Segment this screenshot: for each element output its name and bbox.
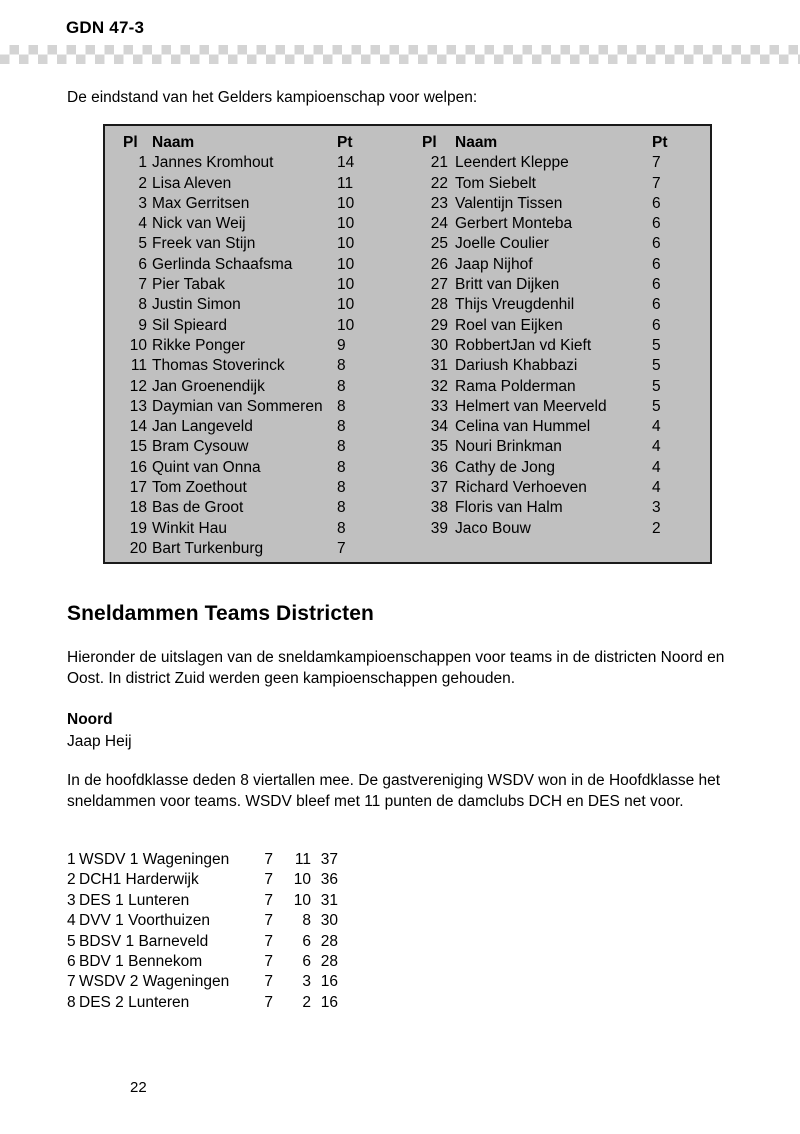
table-row <box>422 397 692 417</box>
table-row <box>123 255 393 275</box>
cell-pl: 39 <box>430 519 448 537</box>
table-row <box>422 194 692 214</box>
cell-pt: 6 <box>652 194 661 212</box>
cell-points: 6 <box>302 952 311 970</box>
cell-score: 16 <box>320 973 338 991</box>
cell-score: 37 <box>320 851 338 868</box>
cell-pt: 6 <box>652 255 661 273</box>
cell-pl: 11 <box>130 357 147 375</box>
cell-points: 10 <box>293 871 311 889</box>
cell-naam: Joelle Coulier <box>455 235 549 253</box>
cell-pt: 6 <box>652 296 661 314</box>
subsection-paragraph: In de hoofdklasse deden 8 viertallen mee. De gastvereniging WSDV won in de Hoofdklasse het sneldammen voor teams. WSDV bleef met 11 punten de damclubs DCH en DES net voor. <box>67 772 721 810</box>
cell-rank: 1 <box>67 851 76 868</box>
cell-naam: Jan Langeveld <box>152 418 253 436</box>
cell-pt: 6 <box>652 316 661 334</box>
cell-pt: 7 <box>652 154 661 172</box>
cell-pt: 14 <box>337 154 355 172</box>
cell-pt: 8 <box>337 458 346 476</box>
table-row <box>422 336 692 356</box>
cell-pl: 17 <box>129 479 147 497</box>
intro-text: De eindstand van het Gelders kampioenschap voor welpen: <box>67 89 478 106</box>
cell-matches: 7 <box>264 891 273 909</box>
cell-naam: Valentijn Tissen <box>455 194 563 212</box>
table-row <box>422 153 692 173</box>
cell-score: 30 <box>320 912 338 930</box>
cell-pl: 2 <box>138 174 147 192</box>
cell-pt: 10 <box>337 255 355 273</box>
cell-naam: Freek van Stijn <box>152 235 256 253</box>
table-row <box>123 174 393 194</box>
cell-naam: Quint van Onna <box>152 458 261 476</box>
cell-pt: 5 <box>652 357 661 375</box>
cell-naam: Tom Zoethout <box>152 479 247 497</box>
cell-pt: 5 <box>652 336 661 354</box>
cell-pt: 9 <box>337 336 346 354</box>
cell-pl: 33 <box>430 397 448 415</box>
page-number: 22 <box>130 1079 147 1096</box>
cell-pl: 36 <box>430 458 448 476</box>
cell-naam: Jaap Nijhof <box>455 255 533 273</box>
table-row <box>422 234 692 254</box>
cell-pl: 12 <box>129 377 147 395</box>
cell-pt: 8 <box>337 479 346 497</box>
cell-pt: 4 <box>652 438 661 456</box>
cell-matches: 7 <box>264 851 273 868</box>
cell-pt: 4 <box>652 458 661 476</box>
cell-rank: 6 <box>67 952 76 970</box>
standings-rows-right <box>422 153 692 539</box>
cell-naam: Jan Groenendijk <box>152 377 265 395</box>
cell-naam: Gerlinda Schaafsma <box>152 255 293 273</box>
cell-pl: 18 <box>129 499 147 517</box>
table-row <box>422 498 692 518</box>
cell-score: 31 <box>320 891 338 909</box>
cell-pl: 1 <box>138 154 147 172</box>
cell-naam: Celina van Hummel <box>455 418 591 436</box>
cell-naam: Thijs Vreugdenhil <box>455 296 575 314</box>
cell-pt: 8 <box>337 438 346 456</box>
cell-pl: 25 <box>430 235 448 253</box>
cell-pl: 15 <box>129 438 147 456</box>
cell-pt: 8 <box>337 519 346 537</box>
cell-pl: 37 <box>430 479 448 497</box>
cell-pt: 10 <box>337 215 355 233</box>
cell-pl: 10 <box>129 336 147 354</box>
cell-naam: Britt van Dijken <box>455 276 560 294</box>
table-row <box>123 519 393 539</box>
table-row <box>123 214 393 234</box>
cell-pl: 14 <box>129 418 147 436</box>
cell-pt: 10 <box>337 235 355 253</box>
table-row <box>123 377 393 397</box>
table-row <box>422 377 692 397</box>
column-header-naam: Naam <box>455 134 498 151</box>
cell-score: 28 <box>320 932 338 950</box>
cell-pl: 3 <box>138 194 147 212</box>
cell-rank: 4 <box>67 912 76 930</box>
table-row <box>422 478 692 498</box>
cell-naam: Leendert Kleppe <box>455 154 569 172</box>
cell-pt: 8 <box>337 357 346 375</box>
cell-team: WSDV 2 Wageningen <box>79 973 230 991</box>
table-row <box>123 295 393 315</box>
cell-points: 8 <box>302 912 311 930</box>
cell-naam: Sil Spieard <box>152 316 227 334</box>
subsection-heading-noord: Noord <box>67 711 113 728</box>
cell-pl: 6 <box>138 255 147 273</box>
table-row <box>123 316 393 336</box>
cell-pt: 3 <box>652 499 661 517</box>
table-row <box>422 174 692 194</box>
list-item <box>67 952 367 972</box>
standings-header-row <box>123 133 393 153</box>
cell-matches: 7 <box>264 973 273 991</box>
cell-pt: 10 <box>337 316 355 334</box>
cell-rank: 3 <box>67 891 76 909</box>
standings-header-row <box>422 133 692 153</box>
cell-pt: 6 <box>652 235 661 253</box>
cell-naam: RobbertJan vd Kieft <box>455 336 592 354</box>
cell-pt: 6 <box>652 276 661 294</box>
table-row <box>123 417 393 437</box>
cell-pt: 4 <box>652 418 661 436</box>
cell-pt: 10 <box>337 194 355 212</box>
table-row <box>123 397 393 417</box>
cell-pt: 10 <box>337 296 355 314</box>
cell-pt: 8 <box>337 397 346 415</box>
table-row <box>422 356 692 376</box>
cell-naam: Bram Cysouw <box>152 438 249 456</box>
table-row <box>422 295 692 315</box>
table-row <box>123 478 393 498</box>
cell-naam: Jannes Kromhout <box>152 154 274 172</box>
list-item <box>67 891 367 911</box>
cell-points: 6 <box>302 932 311 950</box>
cell-matches: 7 <box>264 952 273 970</box>
cell-score: 36 <box>320 871 338 889</box>
table-row <box>422 458 692 478</box>
cell-pl: 26 <box>430 255 448 273</box>
cell-points: 10 <box>293 891 311 909</box>
column-header-pl: Pl <box>422 134 437 151</box>
cell-team: DES 1 Lunteren <box>79 891 190 909</box>
cell-pt: 7 <box>337 539 346 557</box>
table-row <box>123 194 393 214</box>
cell-pl: 24 <box>430 215 448 233</box>
table-row <box>123 336 393 356</box>
cell-pl: 4 <box>138 215 147 233</box>
cell-naam: Gerbert Monteba <box>455 215 573 233</box>
cell-points: 3 <box>302 973 311 991</box>
table-row <box>422 316 692 336</box>
cell-naam: Winkit Hau <box>152 519 227 537</box>
column-header-naam: Naam <box>152 134 195 151</box>
cell-naam: Floris van Halm <box>455 499 563 517</box>
cell-points: 11 <box>294 851 311 868</box>
cell-pl: 5 <box>138 235 147 253</box>
cell-matches: 7 <box>264 932 273 950</box>
cell-pt: 5 <box>652 377 661 395</box>
cell-naam: Rama Polderman <box>455 377 576 395</box>
cell-pl: 27 <box>430 276 448 294</box>
cell-pt: 2 <box>652 519 661 537</box>
subsection-author: Jaap Heij <box>67 733 132 750</box>
standings-columns <box>105 126 710 562</box>
cell-pt: 8 <box>337 377 346 395</box>
cell-pl: 28 <box>430 296 448 314</box>
cell-matches: 7 <box>264 993 273 1011</box>
standings-rows-left <box>123 153 393 559</box>
cell-naam: Richard Verhoeven <box>455 479 587 497</box>
cell-pl: 30 <box>430 336 448 354</box>
table-row <box>422 255 692 275</box>
cell-naam: Rikke Ponger <box>152 336 246 354</box>
cell-rank: 2 <box>67 871 76 889</box>
cell-pt: 11 <box>337 174 354 192</box>
cell-naam: Lisa Aleven <box>152 174 232 192</box>
table-row <box>123 356 393 376</box>
cell-pl: 38 <box>430 499 448 517</box>
cell-pl: 13 <box>129 397 147 415</box>
table-row <box>123 458 393 478</box>
cell-points: 2 <box>302 993 311 1011</box>
standings-column-right <box>422 133 692 539</box>
table-row <box>123 539 393 559</box>
cell-naam: Cathy de Jong <box>455 458 555 476</box>
list-item <box>67 911 367 931</box>
cell-pl: 29 <box>430 316 448 334</box>
welpen-standings-table <box>103 124 712 564</box>
cell-pt: 4 <box>652 479 661 497</box>
cell-naam: Bas de Groot <box>152 499 244 517</box>
cell-naam: Bart Turkenburg <box>152 539 264 557</box>
cell-pl: 23 <box>430 194 448 212</box>
cell-pt: 5 <box>652 397 661 415</box>
cell-team: DVV 1 Voorthuizen <box>79 912 210 930</box>
cell-naam: Tom Siebelt <box>455 174 536 192</box>
cell-pl: 7 <box>138 276 147 294</box>
standings-column-left <box>123 133 393 559</box>
column-header-pt: Pt <box>337 134 353 151</box>
cell-pt: 10 <box>337 276 355 294</box>
cell-team: DES 2 Lunteren <box>79 993 190 1011</box>
cell-naam: Pier Tabak <box>152 276 225 294</box>
cell-rank: 7 <box>67 973 76 991</box>
cell-pl: 21 <box>430 154 448 172</box>
cell-pl: 16 <box>129 458 147 476</box>
list-item <box>67 972 367 992</box>
cell-naam: Max Gerritsen <box>152 194 250 212</box>
cell-pl: 19 <box>129 519 147 537</box>
cell-pt: 8 <box>337 418 346 436</box>
cell-rank: 5 <box>67 932 76 950</box>
cell-pl: 35 <box>430 438 448 456</box>
list-item <box>67 870 367 890</box>
table-row <box>422 437 692 457</box>
cell-naam: Jaco Bouw <box>455 519 531 537</box>
cell-pt: 6 <box>652 215 661 233</box>
cell-team: WSDV 1 Wageningen <box>79 851 230 868</box>
cell-pl: 20 <box>129 539 147 557</box>
hoofdklasse-results-list <box>67 850 367 1013</box>
cell-score: 28 <box>320 952 338 970</box>
cell-matches: 7 <box>264 871 273 889</box>
list-item <box>67 850 367 870</box>
column-header-pl: Pl <box>123 134 138 151</box>
table-row <box>422 214 692 234</box>
list-item <box>67 932 367 952</box>
column-header-pt: Pt <box>652 134 668 151</box>
cell-naam: Nick van Weij <box>152 215 246 233</box>
cell-naam: Dariush Khabbazi <box>455 357 578 375</box>
document-title: GDN 47-3 <box>66 18 145 37</box>
cell-pl: 8 <box>138 296 147 314</box>
table-row <box>123 234 393 254</box>
table-row <box>123 275 393 295</box>
table-row <box>422 275 692 295</box>
cell-pt: 8 <box>337 499 346 517</box>
cell-pt: 7 <box>652 174 661 192</box>
cell-rank: 8 <box>67 993 76 1011</box>
cell-pl: 31 <box>430 357 448 375</box>
table-row <box>123 153 393 173</box>
cell-naam: Nouri Brinkman <box>455 438 562 456</box>
cell-pl: 32 <box>430 377 448 395</box>
cell-naam: Thomas Stoverinck <box>152 357 285 375</box>
section-paragraph: Hieronder de uitslagen van de sneldamkampioenschappen voor teams in de districten Noord en Oost. In district Zuid werden geen kampioenschappen gehouden. <box>67 649 725 687</box>
table-row <box>422 417 692 437</box>
cell-team: DCH1 Harderwijk <box>79 871 199 889</box>
table-row <box>422 519 692 539</box>
cell-pl: 22 <box>430 174 448 192</box>
table-row <box>123 498 393 518</box>
cell-naam: Daymian van Sommeren <box>152 397 323 415</box>
cell-naam: Helmert van Meerveld <box>455 397 607 415</box>
cell-naam: Roel van Eijken <box>455 316 563 334</box>
table-row <box>123 437 393 457</box>
cell-team: BDSV 1 Barneveld <box>79 932 209 950</box>
cell-matches: 7 <box>264 912 273 930</box>
cell-pl: 9 <box>138 316 147 334</box>
section-heading: Sneldammen Teams Districten <box>67 602 374 625</box>
list-item <box>67 993 367 1013</box>
cell-team: BDV 1 Bennekom <box>79 952 203 970</box>
cell-score: 16 <box>320 993 338 1011</box>
cell-pl: 34 <box>430 418 448 436</box>
cell-naam: Justin Simon <box>152 296 241 314</box>
